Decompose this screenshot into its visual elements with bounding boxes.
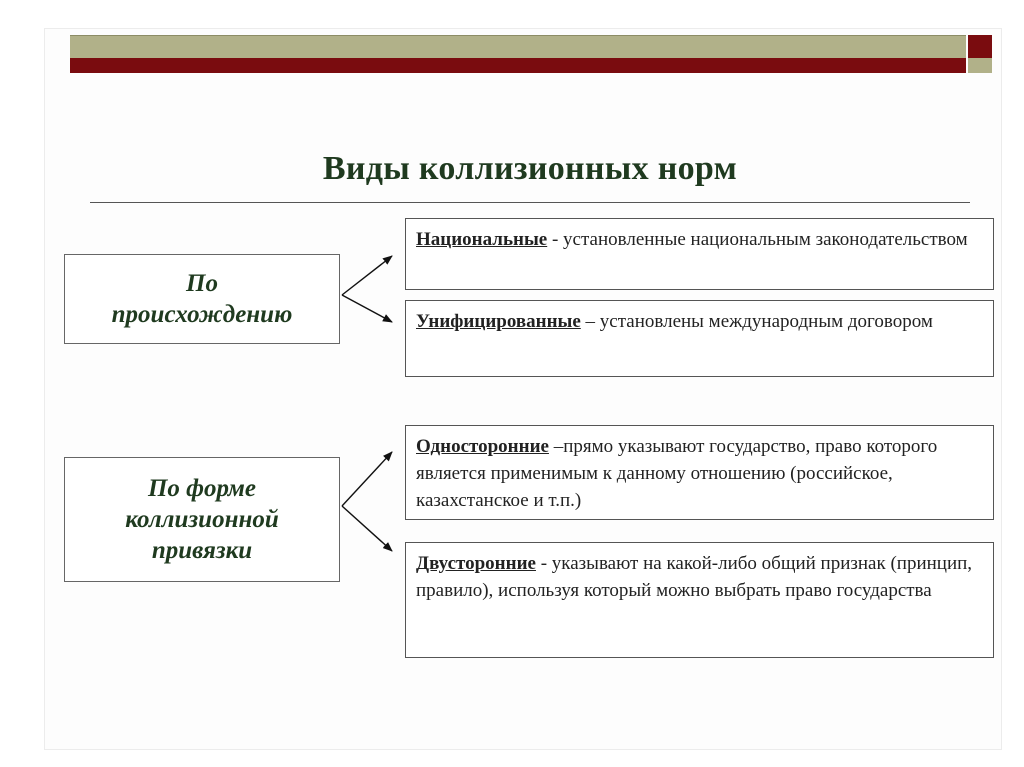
- category-origin-label: По происхождению: [111, 270, 293, 328]
- definition-unilateral-text: –прямо указывают государство, право которого является применимым к данному отношению (российское, казахстанское и т.п.): [416, 436, 938, 511]
- category-binding-form-label: По форме коллизионной привязки: [125, 475, 279, 564]
- arrow-to-national: [342, 256, 392, 295]
- definition-unified-text: – установлены международным договором: [580, 311, 933, 332]
- arrow-to-unified: [342, 295, 392, 322]
- slide-title: Виды коллизионных норм: [322, 150, 738, 187]
- definition-bilateral-text: - указывают на какой-либо общий признак (принцип, правило), используя который можно выбрать право государства: [416, 553, 973, 601]
- definition-national-term: Национальные: [416, 229, 548, 250]
- definition-bilateral-term: Двусторонние: [416, 553, 536, 574]
- arrow-to-unilateral: [342, 452, 392, 506]
- definition-unified-term: Унифицированные: [416, 311, 581, 332]
- arrow-to-bilateral: [342, 506, 392, 551]
- definition-national-text: - установленные национальным законодательством: [547, 229, 968, 250]
- definition-unilateral-term: Односторонние: [416, 436, 549, 457]
